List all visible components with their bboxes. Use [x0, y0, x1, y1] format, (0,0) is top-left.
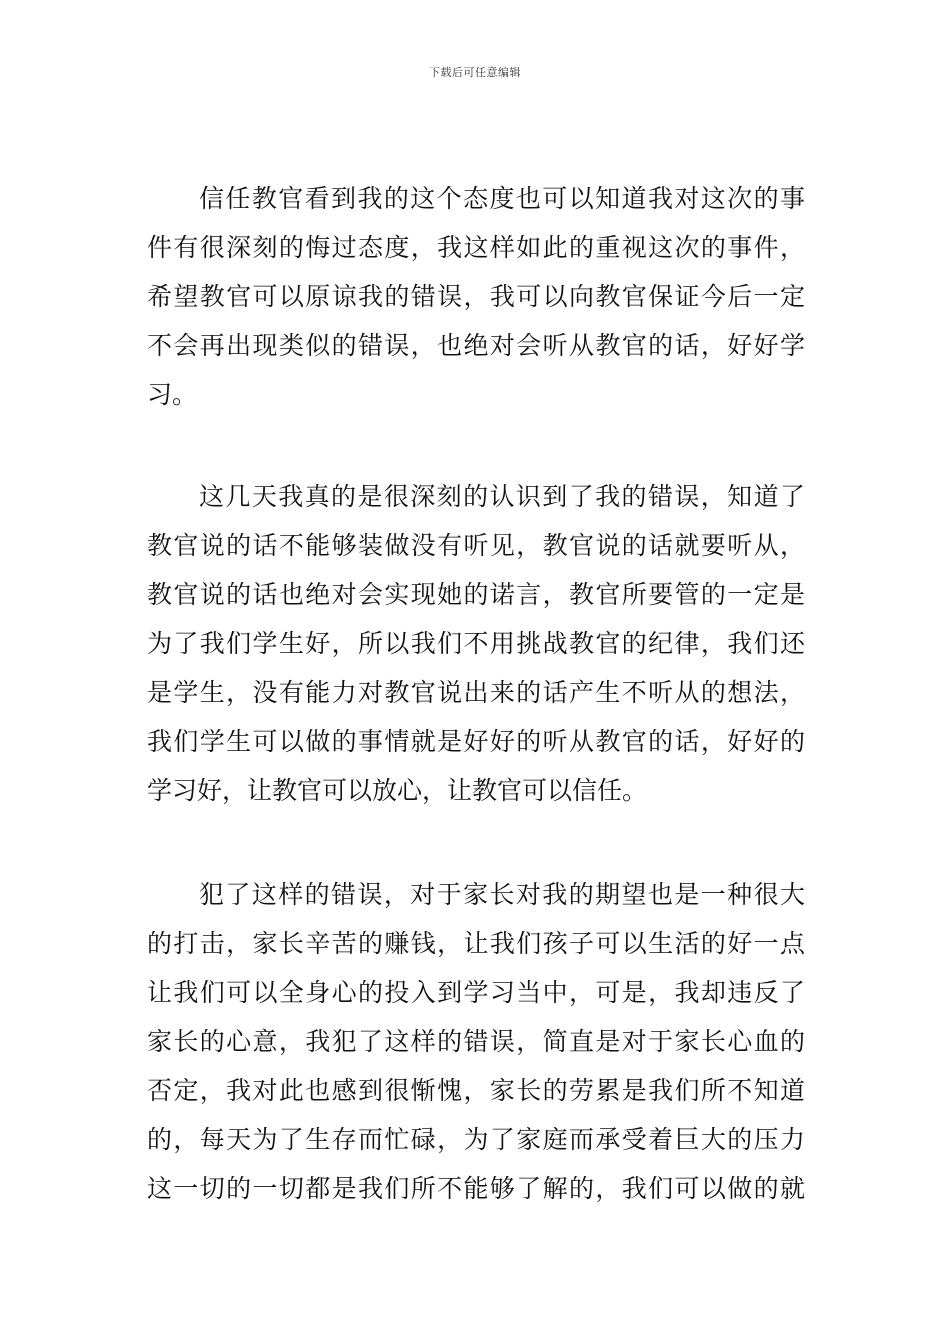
- paragraph-line: 犯了这样的错误，对于家长对我的期望也是一种很大: [199, 880, 805, 909]
- paragraph-line: 的打击，家长辛苦的赚钱，让我们孩子可以生活的好一点: [147, 929, 805, 958]
- paragraph-line: 是学生，没有能力对教官说出来的话产生不听从的想法，: [147, 678, 805, 707]
- paragraph-line: 学习好，让教官可以放心，让教官可以信任。: [147, 776, 648, 805]
- paragraph-line: 这一切的一切都是我们所不能够了解的，我们可以做的就: [147, 1174, 805, 1203]
- paragraph-line: 我们学生可以做的事情就是好好的听从教官的话，好好的: [147, 727, 805, 756]
- paragraph-line: 教官说的话不能够装做没有听见，教官说的话就要听从，: [147, 531, 805, 560]
- paragraph-line: 家长的心意，我犯了这样的错误，简直是对于家长心血的: [147, 1027, 805, 1056]
- paragraph-1: [147, 174, 805, 419]
- paragraph-line: 教官说的话也绝对会实现她的诺言，教官所要管的一定是: [147, 580, 805, 609]
- paragraph-line: 让我们可以全身心的投入到学习当中，可是，我却违反了: [147, 978, 805, 1007]
- paragraph-line: 不会再出现类似的错误，也绝对会听从教官的话，好好学: [147, 331, 805, 360]
- paragraph-line: 否定，我对此也感到很惭愧，家长的劳累是我们所不知道: [147, 1076, 805, 1105]
- paragraph-line: 为了我们学生好，所以我们不用挑战教官的纪律，我们还: [147, 629, 805, 658]
- paragraph-line: 习。: [147, 380, 198, 409]
- paragraph-2: [147, 472, 805, 815]
- paragraph-line: 希望教官可以原谅我的错误，我可以向教官保证今后一定: [147, 282, 805, 311]
- paragraph-line: 件有很深刻的悔过态度，我这样如此的重视这次的事件，: [147, 233, 805, 262]
- paragraph-3: [147, 870, 805, 1213]
- paragraph-line: 这几天我真的是很深刻的认识到了我的错误，知道了: [199, 482, 805, 511]
- paragraph-line: 信任教官看到我的这个态度也可以知道我对这次的事: [199, 184, 805, 213]
- paragraph-line: 的，每天为了生存而忙碌，为了家庭而承受着巨大的压力: [147, 1125, 805, 1154]
- page-header: 下载后可任意编辑: [429, 66, 521, 79]
